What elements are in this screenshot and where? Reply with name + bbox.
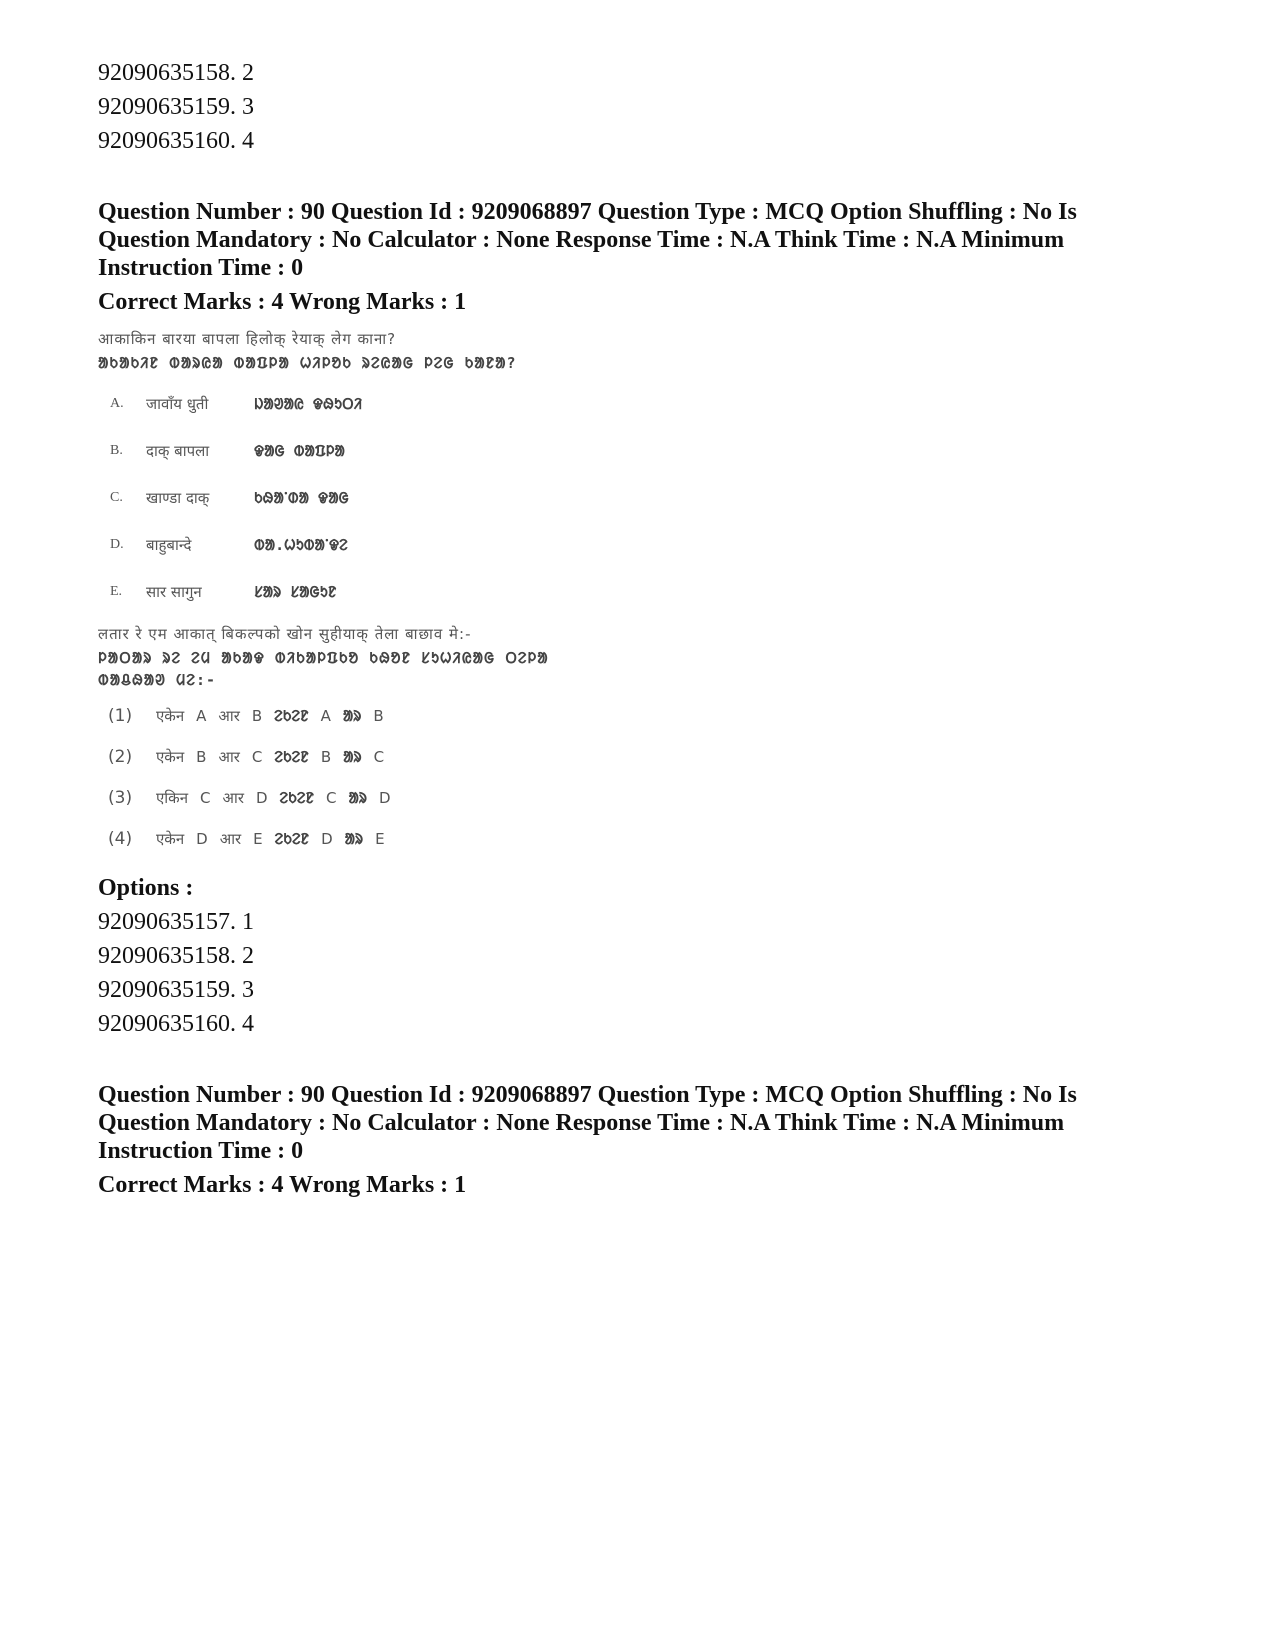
choice-letter: B. (110, 442, 123, 458)
option-line: 92090635159. 3 (98, 977, 254, 1003)
numbered-option-first: C (200, 788, 211, 807)
instruction-hindi: लतार रे एम आकात् बिकल्पको खोन सुहीयाक् तेला बाछाव मे:- (98, 625, 472, 643)
numbered-option-first-ol: C (325, 788, 337, 807)
numbered-option-and: आर (219, 829, 242, 848)
question-text-olchiki: ᱟᱠᱟᱠᱤᱱ ᱵᱟᱨᱭᱟ ᱵᱟᱯᱞᱟ ᱦᱤᱞᱚᱠ ᱨᱮᱭᱟᱜ ᱞᱮᱜ ᱠᱟᱱᱟ? (98, 354, 517, 372)
numbered-option-and: आर (218, 706, 240, 725)
numbered-option-second: B (251, 706, 263, 725)
numbered-option-and: आर (218, 747, 240, 766)
choice-olchiki: ᱵᱟ.ᱦᱩᱵᱟᱸᱫᱮ (254, 535, 348, 554)
choice-row (98, 427, 618, 474)
numbered-option-hindi: एकेन (156, 747, 185, 766)
choice-hindi: खाण्डा दाक् (146, 488, 210, 507)
option-line: 92090635160. 4 (98, 1011, 254, 1037)
numbered-option-first-ol: B (320, 747, 332, 766)
choice-olchiki: ᱫᱟᱜ ᱵᱟᱯᱞᱟ (254, 441, 345, 460)
option-line: 92090635157. 1 (98, 909, 254, 935)
numbered-option-first: B (196, 747, 207, 766)
question-text-hindi: आकाकिन बारया बापला हिलोक् रेयाक् लेग काना? (98, 330, 397, 348)
numbered-option-and-ol: ᱟᱨ (343, 747, 362, 766)
numbered-option-number: (4) (108, 828, 133, 849)
header-line: Question Number : 90 Question Id : 9209068897 Question Type : MCQ Option Shuffling : No Is (98, 199, 1077, 225)
numbered-option-hindi: एकिन (156, 788, 189, 807)
numbered-option-first: A (196, 706, 207, 725)
numbered-option-first-ol: A (320, 706, 331, 725)
instruction-olchiki: ᱞᱟᱛᱟᱨ ᱨᱮ ᱮᱢ ᱟᱠᱟᱫ ᱵᱤᱠᱟᱞᱯᱠᱚ ᱠᱷᱚᱱ ᱥᱩᱦᱤᱭᱟᱜ ᱛᱮᱞᱟ ᱵᱟᱪᱷᱟᱣ ᱢᱮ:- (98, 649, 549, 689)
header-line: Instruction Time : 0 (98, 255, 304, 281)
numbered-option (98, 736, 618, 777)
choice-hindi: दाक् बापला (146, 441, 210, 460)
numbered-option-and-ol: ᱟᱨ (342, 706, 362, 725)
numbered-option-hindi: एकेन (156, 706, 185, 725)
top-options-list (98, 56, 1178, 158)
choice-hindi: सार सागुन (146, 582, 202, 601)
numbered-option-second: D (255, 788, 268, 807)
choice-olchiki: ᱡᱟᱣᱟᱭ ᱫᱷᱩᱛᱤ (254, 394, 363, 413)
header-line: Question Mandatory : No Calculator : None Response Time : N.A Think Time : N.A Minimum (98, 227, 1065, 253)
numbered-option-second-ol: D (378, 788, 391, 807)
numbered-option-number: (3) (108, 787, 133, 808)
choice-olchiki: ᱠᱷᱟᱸᱰᱟ ᱫᱟᱜ (254, 488, 349, 507)
numbered-option-olchiki: ᱮᱠᱮᱱ (274, 706, 309, 725)
options-title: Options : (98, 875, 194, 901)
numbered-option (98, 818, 618, 859)
choice-row (98, 521, 618, 568)
numbered-option-number: (1) (108, 705, 133, 726)
numbered-option-second: E (253, 829, 263, 848)
choice-row (98, 568, 618, 615)
numbered-option-olchiki: ᱮᱠᱮᱱ (279, 788, 314, 807)
numbered-option-first-ol: D (321, 829, 333, 848)
numbered-option-olchiki: ᱮᱠᱮᱱ (274, 747, 309, 766)
choice-hindi: जावाँय धुती (146, 394, 209, 413)
header-line: Instruction Time : 0 (98, 1138, 304, 1164)
choice-letter: E. (110, 583, 123, 599)
question-header-2 (98, 1081, 1178, 1199)
choice-olchiki: ᱥᱟᱨ ᱥᱟᱜᱩᱱ (254, 582, 337, 601)
question-image (98, 326, 618, 859)
numbered-option (98, 695, 618, 736)
header-line: Question Mandatory : No Calculator : None Response Time : N.A Think Time : N.A Minimum (98, 1110, 1065, 1136)
numbered-option-second-ol: C (373, 747, 385, 766)
option-line: 92090635158. 2 (98, 60, 254, 86)
choice-row (98, 380, 618, 427)
choice-letter: C. (110, 489, 123, 505)
numbered-option-second: C (251, 747, 263, 766)
numbered-option-second-ol: B (373, 706, 384, 725)
marks-line: Correct Marks : 4 Wrong Marks : 1 (98, 289, 467, 315)
numbered-option (98, 777, 618, 818)
numbered-option-olchiki: ᱮᱠᱮᱱ (274, 829, 310, 848)
choice-letter: A. (110, 395, 124, 411)
numbered-option-number: (2) (108, 746, 133, 767)
choice-letter: D. (110, 536, 124, 552)
numbered-option-and-ol: ᱟᱨ (348, 788, 367, 807)
options-section (98, 871, 1178, 1041)
option-line: 92090635158. 2 (98, 943, 254, 969)
numbered-option-second-ol: E (375, 829, 385, 848)
choice-hindi: बाहुबान्दे (146, 535, 192, 554)
numbered-option-hindi: एकेन (156, 829, 185, 848)
question-header-1 (98, 198, 1178, 316)
marks-line: Correct Marks : 4 Wrong Marks : 1 (98, 1172, 467, 1198)
numbered-option-and-ol: ᱟᱨ (344, 829, 364, 848)
header-line: Question Number : 90 Question Id : 9209068897 Question Type : MCQ Option Shuffling : No Is (98, 1082, 1077, 1108)
choice-row (98, 474, 618, 521)
option-line: 92090635159. 3 (98, 94, 254, 120)
document-page (98, 56, 1178, 1199)
numbered-option-and: आर (222, 788, 244, 807)
option-line: 92090635160. 4 (98, 128, 254, 154)
numbered-option-first: D (196, 829, 208, 848)
